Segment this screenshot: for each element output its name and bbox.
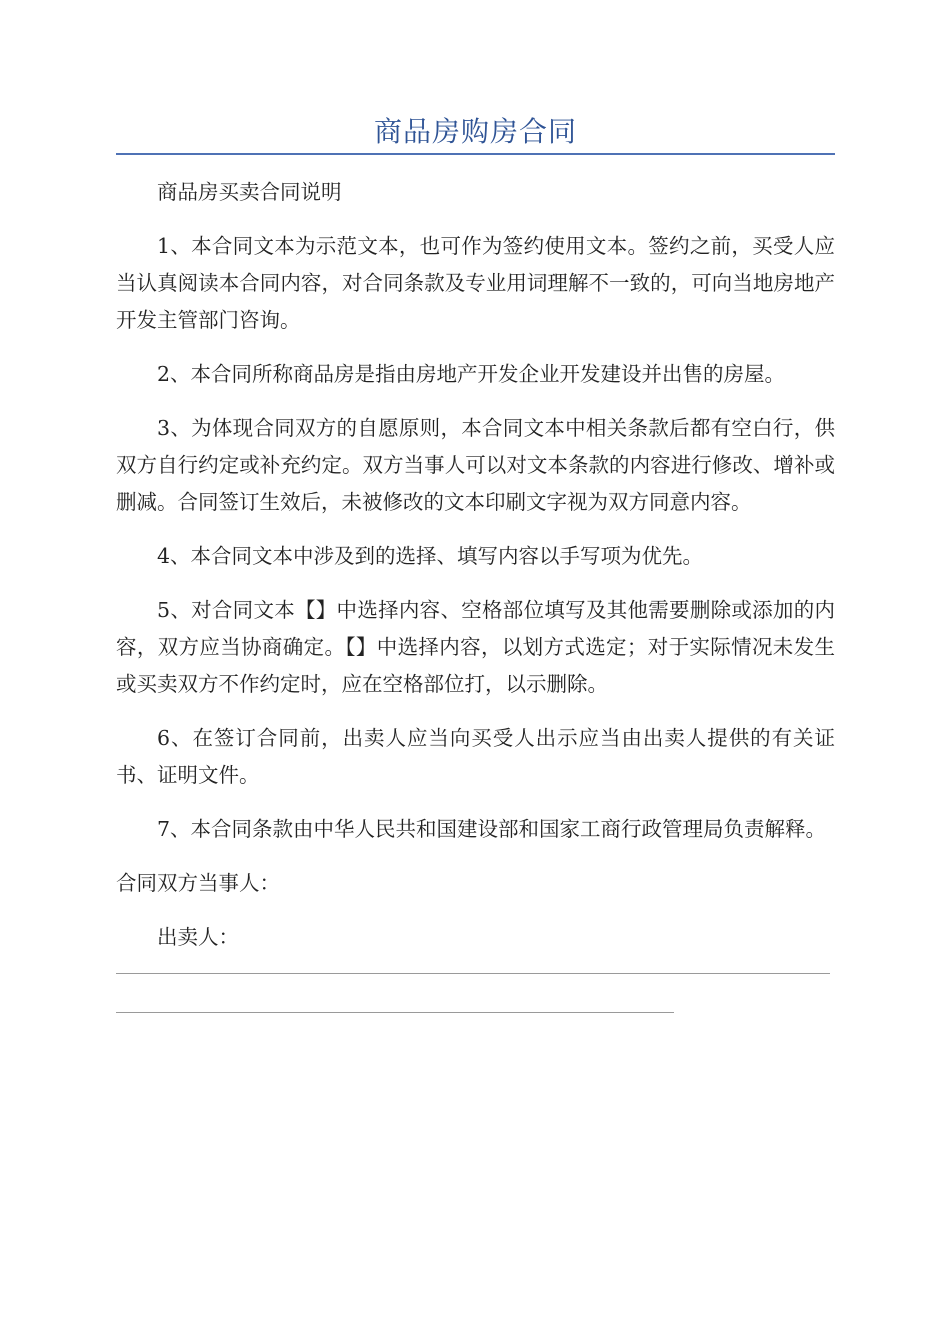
paragraph-6: 6、在签订合同前，出卖人应当向买受人出示应当由出卖人提供的有关证书、证明文件。 [116, 726, 835, 787]
paragraph-7: 7、本合同条款由中华人民共和国建设部和国家工商行政管理局负责解释。 [157, 817, 827, 841]
paragraph-2: 2、本合同所称商品房是指由房地产开发企业开发建设并出售的房屋。 [157, 362, 786, 386]
paragraph-4: 4、本合同文本中涉及到的选择、填写内容以手写项为优先。 [157, 544, 704, 568]
paragraph-5: 5、对合同文本【】中选择内容、空格部位填写及其他需要删除或添加的内容，双方应当协商确定。【】中选择内容，以划方式选定；对于实际情况未发生或买卖双方不作约定时，应在空格部位打，以示删除。 [116, 598, 835, 696]
paragraph-3: 3、为体现合同双方的自愿原则，本合同文本中相关条款后都有空白行，供双方自行约定或补充约定。双方当事人可以对文本条款的内容进行修改、增补或删减。合同签订生效后，未被修改的文本印刷文字视为双方同意内容。 [116, 416, 835, 514]
seller-fill-line-continued [116, 1012, 674, 1013]
title-underline [116, 153, 835, 155]
seller-label: 出卖人： [157, 925, 239, 949]
contract-notes-heading: 商品房买卖合同说明 [157, 180, 342, 204]
document-title: 商品房购房合同 [373, 115, 577, 148]
document-body [116, 174, 835, 1013]
paragraph-1: 1、本合同文本为示范文本，也可作为签约使用文本。签约之前，买受人应当认真阅读本合同内容，对合同条款及专业用词理解不一致的，可向当地房地产开发主管部门咨询。 [116, 234, 835, 332]
parties-heading: 合同双方当事人： [116, 871, 280, 895]
seller-fill-line [116, 973, 830, 974]
